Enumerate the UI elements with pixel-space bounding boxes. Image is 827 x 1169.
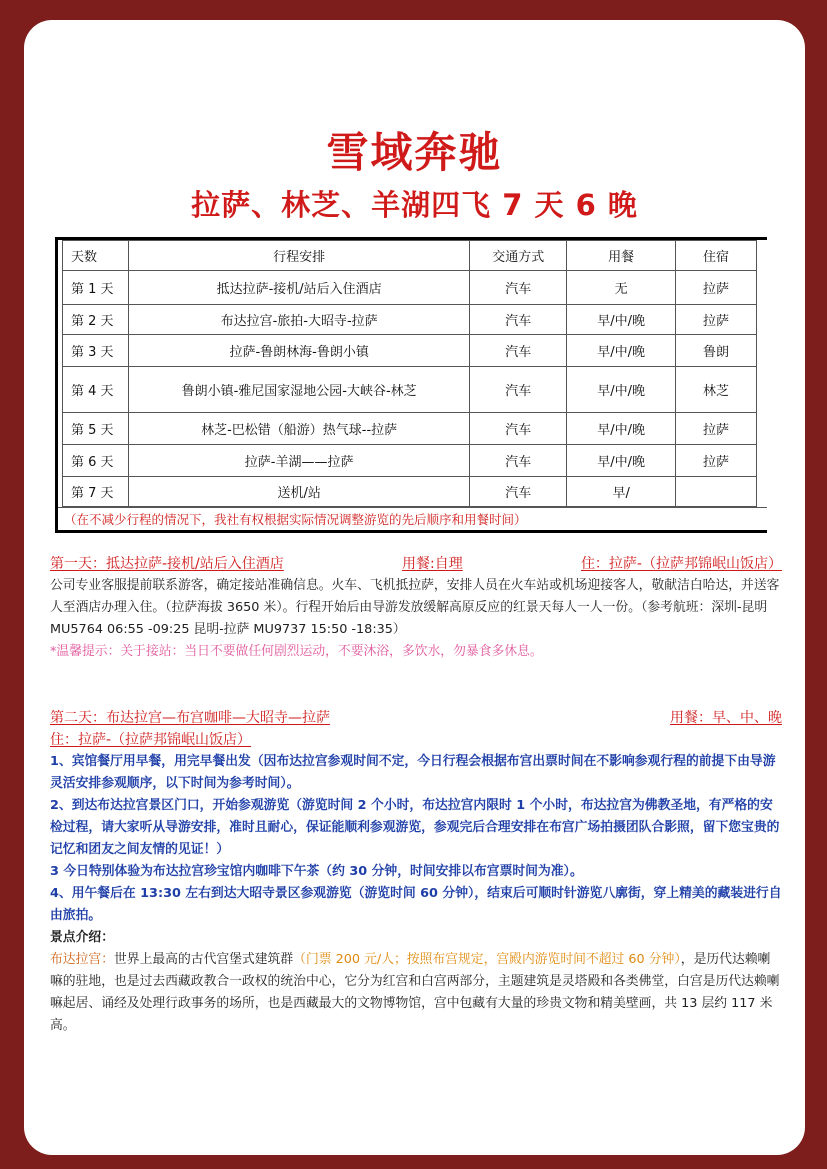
table-row	[63, 413, 757, 445]
document-subtitle: 拉萨、林芝、羊湖四飞 7 天 6 晚	[191, 188, 638, 222]
spot-intro-label: 景点介绍：	[50, 930, 114, 945]
meals-cell: 无	[567, 271, 676, 305]
meals-cell: 早/中/晚	[567, 305, 676, 335]
document-title: 雪域奔驰	[326, 128, 503, 177]
meals-cell: 早/	[567, 477, 676, 507]
transport-cell: 汽车	[470, 335, 567, 367]
header-cell: 天数	[63, 241, 129, 271]
spot-name: 布达拉宫：	[50, 952, 114, 967]
day2-header	[50, 707, 782, 729]
meals-cell: 早/中/晚	[567, 367, 676, 413]
table-row	[63, 271, 757, 305]
table-row	[63, 305, 757, 335]
header-cell: 住宿	[676, 241, 757, 271]
route-cell: 抵达拉萨-接机/站后入住酒店	[128, 271, 469, 305]
day-cell: 第 6 天	[63, 445, 129, 477]
day1-meal: 用餐:自理	[402, 556, 463, 572]
day2-item: 2、到达布达拉宫景区门口，开始参观游览（游览时间 2 个小时，布达拉宫内限时 1 个小时，布达拉宫为佛教圣地，有严格的安检过程，请大家听从导游安排，准时且耐心，保证能顺利参观游览，参观完后合理安排在布宫广场拍摄团队合影照，留下您宝贵的记忆和团友之间友情的见证！）	[50, 798, 780, 857]
hotel-cell: 拉萨	[676, 445, 757, 477]
day-cell: 第 2 天	[63, 305, 129, 335]
day1-title: 第一天：抵达拉萨-接机/站后入住酒店	[50, 556, 284, 572]
transport-cell: 汽车	[470, 305, 567, 335]
route-cell: 送机/站	[128, 477, 469, 507]
meals-cell: 早/中/晚	[567, 445, 676, 477]
transport-cell: 汽车	[470, 413, 567, 445]
hotel-cell: 拉萨	[676, 271, 757, 305]
day1-tip: *温馨提示：关于接站：当日不要做任何剧烈运动，不要沐浴，多饮水，勿暴食多休息。	[50, 644, 543, 659]
table-row	[63, 367, 757, 413]
route-cell: 拉萨-羊湖——拉萨	[128, 445, 469, 477]
itinerary-table	[62, 240, 757, 507]
route-cell: 布达拉宫-旅拍-大昭寺-拉萨	[128, 305, 469, 335]
day-cell: 第 3 天	[63, 335, 129, 367]
day2-item: 3 今日特别体验为布达拉宫珍宝馆内咖啡下午茶（约 30 分钟，时间安排以布宫票时间为准）。	[50, 864, 583, 879]
day-cell: 第 4 天	[63, 367, 129, 413]
table-note: （在不减少行程的情况下，我社有权根据实际情况调整游览的先后顺序和用餐时间）	[58, 507, 767, 530]
day2-item: 4、用午餐后在 13:30 左右到达大昭寺景区参观游览（游览时间 60 分钟），结束后可顺时针游览八廓街，穿上精美的藏装进行自由旅拍。	[50, 886, 782, 923]
hotel-cell: 林芝	[676, 367, 757, 413]
header-cell: 交通方式	[470, 241, 567, 271]
day2-meal: 用餐：早、中、晚	[670, 710, 782, 726]
header-cell: 用餐	[567, 241, 676, 271]
spot-text-2: ，是历代达赖喇嘛的驻地，也是过去西藏政教合一政权的统治中心，它分为红宫和白宫两部分，主题建筑是灵塔殿和各类佛堂，白宫是历代达赖喇嘛起居、诵经及处理行政事务的场所，也是西藏最大的文物博物馆，宫中包藏有大量的珍贵文物和精美壁画，共 13 层约 117 米高。	[50, 952, 780, 1033]
table-row	[63, 477, 757, 507]
day-cell: 第 7 天	[63, 477, 129, 507]
day2-stay: 住：拉萨-（拉萨邦锦岷山饭店）	[50, 732, 252, 748]
hotel-cell	[676, 477, 757, 507]
route-cell: 林芝-巴松错（船游）热气球--拉萨	[128, 413, 469, 445]
hotel-cell: 鲁朗	[676, 335, 757, 367]
transport-cell: 汽车	[470, 367, 567, 413]
table-row	[63, 445, 757, 477]
spot-ticket: （门票 200 元/人；按照布宫规定，宫殿内游览时间不超过 60 分钟）	[293, 952, 681, 967]
spot-text-1: 世界上最高的古代宫堡式建筑群	[113, 952, 294, 967]
transport-cell: 汽车	[470, 271, 567, 305]
transport-cell: 汽车	[470, 477, 567, 507]
day-cell: 第 5 天	[63, 413, 129, 445]
table-row	[63, 335, 757, 367]
day2-item: 1、宾馆餐厅用早餐，用完早餐出发（因布达拉宫参观时间不定，今日行程会根据布宫出票时间在不影响参观行程的前提下由导游灵活安排参观顺序，以下时间为参考时间）。	[50, 754, 776, 791]
document-page	[24, 20, 805, 1155]
day2-section	[50, 707, 782, 1037]
table-header-row	[63, 241, 757, 271]
hotel-cell: 拉萨	[676, 305, 757, 335]
transport-cell: 汽车	[470, 445, 567, 477]
meals-cell: 早/中/晚	[567, 335, 676, 367]
day2-title: 第二天：布达拉宫—布宫咖啡—大昭寺—拉萨	[50, 710, 330, 726]
route-cell: 拉萨-鲁朗林海-鲁朗小镇	[128, 335, 469, 367]
day1-section	[50, 553, 782, 663]
day1-stay: 住：拉萨-（拉萨邦锦岷山饭店）	[580, 556, 782, 572]
hotel-cell: 拉萨	[676, 413, 757, 445]
spot-description	[50, 949, 782, 1037]
day1-header	[50, 553, 782, 575]
day-cell: 第 1 天	[63, 271, 129, 305]
day1-body: 公司专业客服提前联系游客，确定接站准确信息。火车、飞机抵拉萨，安排人员在火车站或机场迎接客人，敬献洁白哈达，并送客人至酒店办理入住。（拉萨海拔 3650 米）。行程开始后由导游发放缓解高原反应的红景天每人一人一份。（参考航班：深圳-昆明 MU5764 06:55 -09:25 昆明-拉萨 MU9737 15:50 -18:35）	[50, 578, 780, 637]
itinerary-table-box	[55, 237, 767, 533]
header-cell: 行程安排	[128, 241, 469, 271]
meals-cell: 早/中/晚	[567, 413, 676, 445]
route-cell: 鲁朗小镇-雅尼国家湿地公园-大峡谷-林芝	[128, 367, 469, 413]
